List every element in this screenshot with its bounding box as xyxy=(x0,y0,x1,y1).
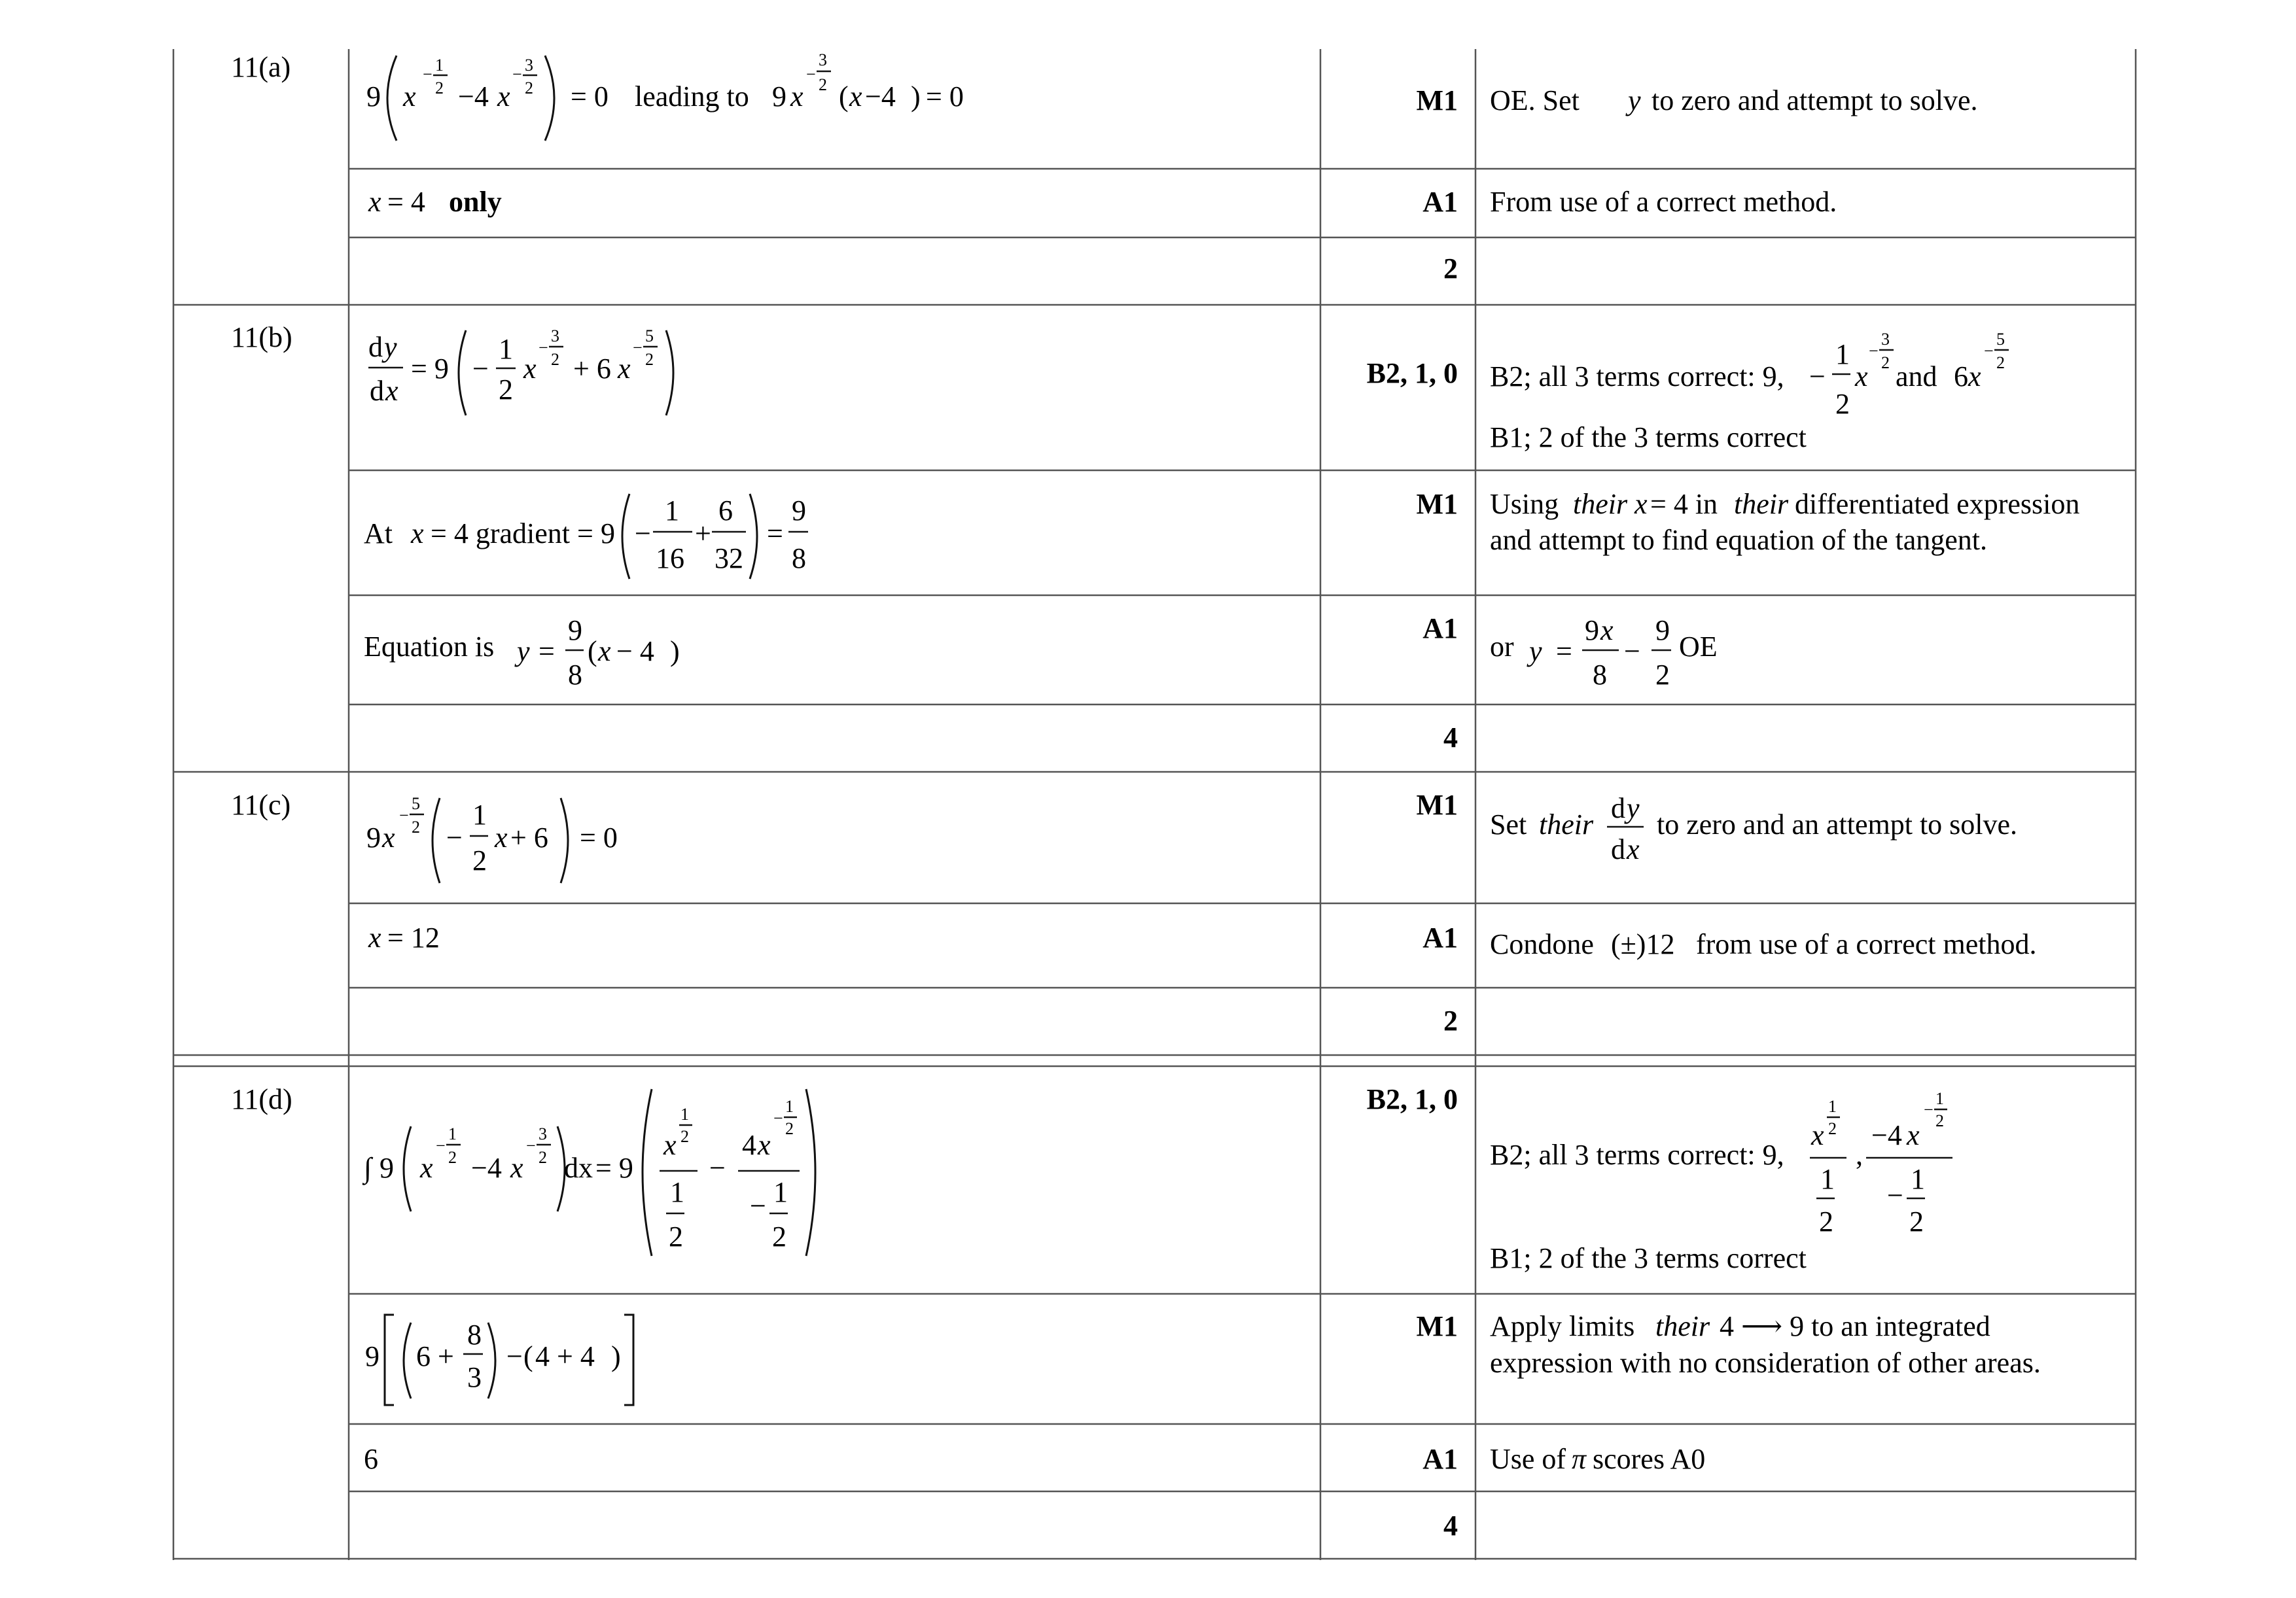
mark-code: B2, 1, 0 xyxy=(1366,1083,1458,1115)
svg-text:B2; all 3 terms correct: 9,: B2; all 3 terms correct: 9, xyxy=(1490,360,1784,392)
svg-text:): ) xyxy=(670,635,680,667)
svg-text:OE: OE xyxy=(1679,631,1718,663)
svg-text:differentiated expression: differentiated expression xyxy=(1795,488,2080,520)
svg-text:to zero and an attempt to solv: to zero and an attempt to solve. xyxy=(1657,808,2018,841)
svg-text:their: their xyxy=(1573,488,1628,520)
svg-text:6 +: 6 + xyxy=(416,1340,454,1372)
svg-text:=: = xyxy=(539,635,555,667)
working-11d-row3: 6 xyxy=(364,1443,378,1475)
svg-text:9: 9 xyxy=(366,80,381,113)
svg-text:1: 1 xyxy=(435,56,444,75)
svg-text:π: π xyxy=(1572,1443,1587,1475)
svg-text:4: 4 xyxy=(742,1129,756,1161)
svg-text:8: 8 xyxy=(1593,659,1607,691)
mark-total: 2 xyxy=(1443,252,1458,285)
svg-text:and attempt to find equation o: and attempt to find equation of the tangent. xyxy=(1490,524,1988,556)
svg-text:16: 16 xyxy=(656,542,684,574)
working-11b-row2 xyxy=(364,494,808,579)
comment-11d-row3 xyxy=(1490,1443,1705,1475)
svg-text:−: − xyxy=(526,1136,536,1155)
mark-code: A1 xyxy=(1422,612,1458,644)
svg-text:x: x xyxy=(618,353,631,385)
comment-11c-row2 xyxy=(1490,928,2036,960)
svg-text:9: 9 xyxy=(366,822,381,854)
mark-total: 4 xyxy=(1443,1510,1458,1542)
mark-code: A1 xyxy=(1422,1443,1458,1475)
svg-text:expression with no considerati: expression with no consideration of other areas. xyxy=(1490,1347,2041,1379)
working-11a-row2 xyxy=(368,186,502,218)
svg-text:d: d xyxy=(368,331,383,363)
svg-text:= 12: = 12 xyxy=(387,922,440,954)
svg-text:2: 2 xyxy=(448,1148,457,1167)
svg-text:only: only xyxy=(449,186,502,218)
svg-text:−: − xyxy=(1924,1100,1934,1119)
svg-text:x: x xyxy=(385,375,398,407)
svg-text:x: x xyxy=(368,922,381,954)
part-11a xyxy=(231,50,1978,285)
svg-text:OE. Set: OE. Set xyxy=(1490,84,1580,116)
svg-text:Using: Using xyxy=(1490,488,1559,520)
svg-text:1: 1 xyxy=(670,1176,684,1208)
svg-text:y: y xyxy=(1628,84,1641,116)
svg-text:9: 9 xyxy=(380,1152,394,1184)
svg-text:Set: Set xyxy=(1490,808,1527,841)
svg-text:B2; all 3 terms correct: 9,: B2; all 3 terms correct: 9, xyxy=(1490,1139,1784,1171)
svg-text:leading to: leading to xyxy=(635,80,749,113)
svg-text:x: x xyxy=(510,1152,523,1184)
svg-text:1: 1 xyxy=(1835,338,1850,370)
svg-text:(: ( xyxy=(839,80,849,113)
svg-text:x: x xyxy=(495,822,508,854)
svg-text:−: − xyxy=(635,517,651,549)
svg-text:+: + xyxy=(695,517,711,549)
comment-11c-row1 xyxy=(1490,792,2017,865)
svg-text:): ) xyxy=(611,1340,621,1372)
svg-text:= 0: = 0 xyxy=(580,822,618,854)
svg-text:= 4 gradient =: = 4 gradient = xyxy=(431,517,593,549)
svg-text:x: x xyxy=(1627,833,1640,865)
svg-text:d: d xyxy=(370,375,384,407)
working-11d-row1 xyxy=(362,1089,815,1256)
part-11d xyxy=(231,1083,2041,1542)
svg-text:1: 1 xyxy=(1935,1089,1944,1108)
svg-text:−: − xyxy=(506,1340,523,1372)
svg-text:(±)12: (±)12 xyxy=(1611,928,1675,960)
svg-text:2: 2 xyxy=(1828,1119,1837,1138)
svg-text:−: − xyxy=(1869,341,1879,360)
working-11b-row1 xyxy=(368,326,673,415)
svg-text:y: y xyxy=(384,331,397,363)
svg-text:B1; 2 of the 3 terms correct: B1; 2 of the 3 terms correct xyxy=(1490,421,1807,453)
svg-text:8: 8 xyxy=(568,659,582,691)
svg-text:3: 3 xyxy=(525,56,533,75)
svg-text:x: x xyxy=(849,80,862,113)
svg-text:5: 5 xyxy=(412,794,420,813)
svg-text:3: 3 xyxy=(467,1361,482,1393)
working-11b-row3 xyxy=(364,614,680,691)
svg-text:−: − xyxy=(773,1109,783,1128)
svg-text:their: their xyxy=(1734,488,1789,520)
svg-text:2: 2 xyxy=(1819,1206,1833,1238)
svg-text:Apply limits: Apply limits xyxy=(1490,1310,1635,1342)
svg-text:2: 2 xyxy=(645,350,654,369)
svg-text:9: 9 xyxy=(601,517,615,549)
svg-text:−4: −4 xyxy=(865,80,896,113)
svg-text:Condone: Condone xyxy=(1490,928,1594,960)
svg-text:x: x xyxy=(1600,614,1614,646)
svg-text:): ) xyxy=(911,80,921,113)
svg-text:1: 1 xyxy=(1828,1097,1837,1116)
svg-text:−: − xyxy=(806,65,816,84)
svg-text:−: − xyxy=(709,1152,726,1184)
svg-text:5: 5 xyxy=(1996,330,2005,349)
svg-text:−: − xyxy=(446,822,463,854)
svg-text:6: 6 xyxy=(1954,360,1968,392)
svg-text:−: − xyxy=(1887,1179,1903,1211)
svg-text:x: x xyxy=(523,353,537,385)
svg-text:2: 2 xyxy=(1909,1206,1924,1238)
svg-text:their: their xyxy=(1655,1310,1710,1342)
working-11c-row1 xyxy=(366,794,618,883)
svg-text:and: and xyxy=(1896,360,1937,392)
svg-text:2: 2 xyxy=(472,844,487,877)
svg-text:−: − xyxy=(472,353,489,385)
svg-text:At: At xyxy=(364,517,393,549)
svg-text:1: 1 xyxy=(448,1124,457,1143)
svg-text:y: y xyxy=(1529,635,1542,667)
svg-text:2: 2 xyxy=(551,350,559,369)
svg-text:9: 9 xyxy=(568,614,582,646)
svg-text:1: 1 xyxy=(472,799,487,831)
svg-text:x: x xyxy=(1968,360,1981,392)
svg-text:x: x xyxy=(411,517,424,549)
mark-code: M1 xyxy=(1416,488,1458,520)
svg-text:= 0: = 0 xyxy=(926,80,964,113)
svg-text:2: 2 xyxy=(1996,353,2005,372)
svg-text:32: 32 xyxy=(715,542,743,574)
svg-text:y: y xyxy=(1627,792,1640,824)
svg-text:3: 3 xyxy=(551,326,559,345)
svg-text:9: 9 xyxy=(772,80,786,113)
svg-text:8: 8 xyxy=(467,1319,482,1351)
svg-text:−4: −4 xyxy=(458,80,489,113)
svg-text:−: − xyxy=(633,338,643,357)
svg-text:x: x xyxy=(382,822,395,854)
svg-text:3: 3 xyxy=(1881,330,1890,349)
svg-text:6: 6 xyxy=(718,495,733,527)
svg-text:+ 6: + 6 xyxy=(510,822,548,854)
comment-11a-row2: From use of a correct method. xyxy=(1490,186,1837,218)
comment-11b-row3 xyxy=(1490,614,1718,691)
svg-text:x: x xyxy=(403,80,416,113)
part-label: 11(c) xyxy=(231,789,291,821)
comment-11b-row2 xyxy=(1490,488,2079,556)
part-11c xyxy=(231,789,2036,1037)
svg-text:scores A0: scores A0 xyxy=(1593,1443,1706,1475)
svg-text:x: x xyxy=(790,80,804,113)
svg-text:2: 2 xyxy=(680,1127,689,1146)
svg-text:1: 1 xyxy=(665,495,679,527)
svg-text:(: ( xyxy=(588,635,597,667)
svg-text:to zero and attempt to solve.: to zero and attempt to solve. xyxy=(1651,84,1978,116)
svg-text:1: 1 xyxy=(499,333,513,365)
svg-text:= 0: = 0 xyxy=(571,80,609,113)
part-label: 11(d) xyxy=(231,1083,292,1115)
working-11c-row2 xyxy=(368,922,440,954)
mark-total: 2 xyxy=(1443,1005,1458,1037)
svg-text:4 ⟶ 9 to an integrated: 4 ⟶ 9 to an integrated xyxy=(1720,1310,1990,1342)
svg-text:2: 2 xyxy=(1835,388,1850,420)
svg-text:−: − xyxy=(399,806,409,825)
mark-code: M1 xyxy=(1416,84,1458,116)
svg-text:Equation is: Equation is xyxy=(364,631,495,663)
svg-text:x: x xyxy=(1907,1119,1920,1151)
svg-text:from use of a correct method.: from use of a correct method. xyxy=(1696,928,2037,960)
svg-text:1: 1 xyxy=(785,1097,794,1116)
svg-text:2: 2 xyxy=(412,818,420,837)
svg-text:−: − xyxy=(1984,341,1994,360)
svg-text:x: x xyxy=(1634,488,1648,520)
svg-text:−4: −4 xyxy=(1871,1119,1902,1151)
svg-text:1: 1 xyxy=(1911,1163,1925,1195)
svg-text:2: 2 xyxy=(772,1221,786,1253)
part-label: 11(b) xyxy=(231,321,292,353)
svg-text:1: 1 xyxy=(1820,1163,1835,1195)
svg-text:= 4: = 4 xyxy=(387,186,425,218)
svg-text:2: 2 xyxy=(785,1119,794,1138)
svg-text:−: − xyxy=(436,1136,446,1155)
svg-text:2: 2 xyxy=(539,1148,547,1167)
svg-text:B1; 2 of the 3 terms correct: B1; 2 of the 3 terms correct xyxy=(1490,1242,1807,1274)
svg-text:−: − xyxy=(539,338,548,357)
svg-text:,: , xyxy=(1856,1139,1863,1171)
svg-text:1: 1 xyxy=(773,1176,788,1208)
mark-code: M1 xyxy=(1416,1310,1458,1342)
svg-text:3: 3 xyxy=(539,1124,547,1143)
svg-text:2: 2 xyxy=(435,78,444,97)
svg-text:x: x xyxy=(1811,1119,1824,1151)
svg-text:2: 2 xyxy=(1935,1111,1944,1130)
svg-text:2: 2 xyxy=(1881,353,1890,372)
svg-text:+ 6: + 6 xyxy=(573,353,611,385)
svg-text:x: x xyxy=(420,1152,433,1184)
comment-11b-row1 xyxy=(1490,330,2009,453)
svg-text:−: − xyxy=(1624,635,1640,667)
svg-text:their: their xyxy=(1539,808,1594,841)
svg-text:d: d xyxy=(1611,833,1625,865)
mark-code: M1 xyxy=(1416,789,1458,821)
svg-text:9: 9 xyxy=(365,1340,380,1372)
svg-text:(: ( xyxy=(523,1340,533,1372)
working-11d-row2 xyxy=(365,1315,633,1405)
svg-text:3: 3 xyxy=(819,50,827,69)
svg-text:2: 2 xyxy=(525,78,533,97)
svg-text:y: y xyxy=(517,635,530,667)
svg-text:−: − xyxy=(423,65,433,84)
svg-text:= 9: = 9 xyxy=(411,353,449,385)
svg-text:9: 9 xyxy=(1655,614,1670,646)
svg-text:2: 2 xyxy=(1655,659,1670,691)
svg-text:2: 2 xyxy=(669,1221,683,1253)
svg-text:x: x xyxy=(497,80,510,113)
mark-code: A1 xyxy=(1422,922,1458,954)
svg-text:8: 8 xyxy=(792,542,806,574)
svg-text:−: − xyxy=(750,1190,766,1222)
svg-text:9: 9 xyxy=(792,495,806,527)
svg-text:∫: ∫ xyxy=(364,1152,372,1184)
mark-code: B2, 1, 0 xyxy=(1366,357,1458,389)
svg-text:9: 9 xyxy=(1585,614,1599,646)
mark-code: A1 xyxy=(1422,186,1458,218)
svg-text:=: = xyxy=(767,517,783,549)
svg-text:2: 2 xyxy=(819,75,827,94)
svg-text:x: x xyxy=(758,1129,771,1161)
svg-text:2: 2 xyxy=(499,373,513,406)
comment-11a-row1 xyxy=(1490,84,1978,116)
comment-11d-row2 xyxy=(1490,1310,2041,1379)
svg-text:Use of: Use of xyxy=(1490,1443,1566,1475)
svg-text:− 4: − 4 xyxy=(616,635,654,667)
svg-text:=: = xyxy=(1556,635,1572,667)
svg-text:−: − xyxy=(1809,360,1826,392)
svg-text:x: x xyxy=(663,1129,677,1161)
svg-text:−: − xyxy=(512,65,522,84)
svg-text:= 4 in: = 4 in xyxy=(1650,488,1718,520)
mark-total: 4 xyxy=(1443,721,1458,754)
part-label: 11(a) xyxy=(231,51,291,83)
svg-text:d: d xyxy=(1611,792,1625,824)
comment-11d-row1 xyxy=(1490,1089,1952,1274)
svg-text:x: x xyxy=(368,186,381,218)
svg-text:or: or xyxy=(1490,631,1514,663)
svg-text:5: 5 xyxy=(645,326,654,345)
svg-text:4 + 4: 4 + 4 xyxy=(535,1340,595,1372)
svg-text:dx: dx xyxy=(564,1152,593,1184)
svg-text:x: x xyxy=(1855,360,1868,392)
part-11b xyxy=(231,321,2079,754)
working-11a-row1 xyxy=(366,50,964,141)
svg-text:x: x xyxy=(598,635,611,667)
svg-text:−4: −4 xyxy=(471,1152,502,1184)
svg-text:1: 1 xyxy=(680,1105,689,1124)
svg-text:= 9: = 9 xyxy=(595,1152,633,1184)
